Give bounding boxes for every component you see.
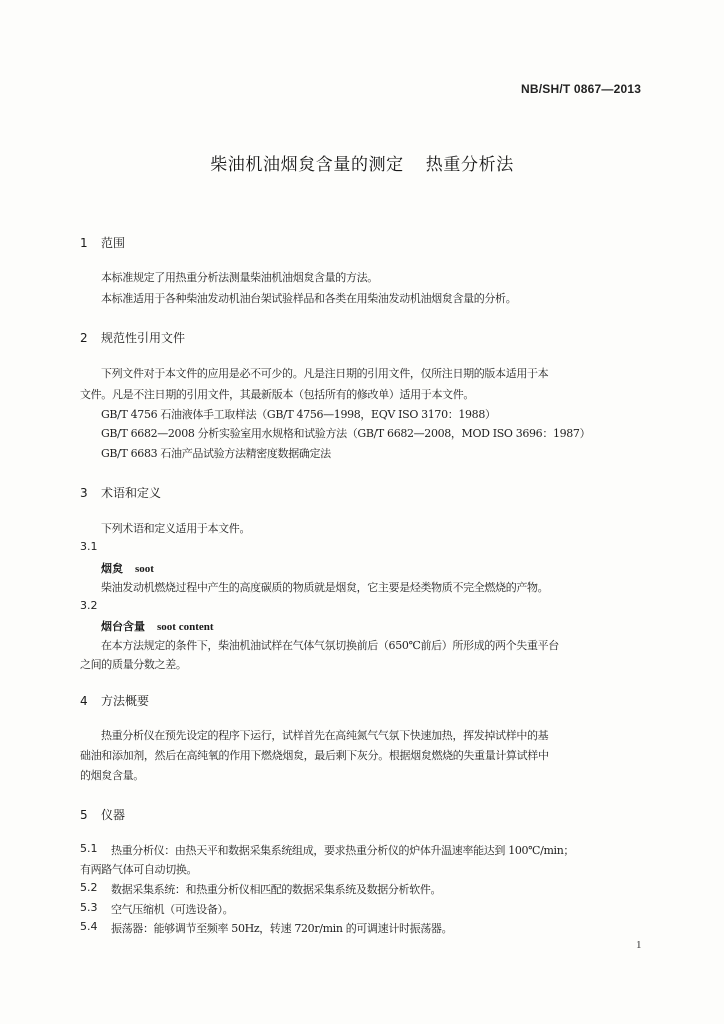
item-thermogravimetric-analyzer-line-2: 有两路气体可自动切换。 (80, 863, 198, 876)
section-number: 2 (80, 331, 88, 345)
item-air-compressor: 空气压缩机（可选设备）。 (111, 903, 234, 916)
section-number: 1 (80, 236, 88, 250)
reference-gbt-6682: GB/T 6682—2008 分析实验室用水规格和试验方法（GB/T 6682—2008，MOD ISO 3696：1987） (101, 427, 591, 440)
term-soot-content (101, 618, 214, 634)
term-zh: 烟炱 (101, 562, 123, 575)
references-intro-line-1: 下列文件对于本文件的应用是必不可少的。凡是注日期的引用文件，仅所注日期的版本适用于本 (101, 367, 549, 380)
terms-intro: 下列术语和定义适用于本文件。 (101, 522, 251, 535)
section-number: 4 (80, 694, 88, 708)
section-3-heading (80, 484, 161, 501)
scope-paragraph-1: 本标准规定了用热重分析法测量柴油机油烟炱含量的方法。 (101, 271, 378, 284)
title-method: 热重分析法 (425, 155, 514, 175)
page-number: 1 (636, 939, 642, 951)
item-data-acquisition-system: 数据采集系统：和热重分析仪相匹配的数据采集系统及数据分析软件。 (111, 883, 442, 896)
reference-gbt-4756: GB/T 4756 石油液体手工取样法（GB/T 4756—1998，EQV ISO 3170：1988） (101, 408, 496, 421)
section-1-heading (80, 234, 125, 251)
term-soot-definition: 柴油发动机燃烧过程中产生的高度碳质的物质就是烟炱，它主要是烃类物质不完全燃烧的产物。 (101, 581, 549, 594)
section-title: 仪器 (101, 808, 126, 822)
term-en: soot content (157, 621, 214, 633)
section-title: 范围 (101, 236, 126, 250)
term-soot-content-definition-line-1: 在本方法规定的条件下，柴油机油试样在气体气氛切换前后（650℃前后）所形成的两个失重平台 (101, 639, 559, 652)
item-thermogravimetric-analyzer: 热重分析仪：由热天平和数据采集系统组成，要求热重分析仪的炉体升温速率能达到 100℃/min； (111, 844, 575, 857)
scope-paragraph-2: 本标准适用于各种柴油发动机油台架试验样品和各类在用柴油发动机油烟炱含量的分析。 (101, 292, 517, 305)
section-title: 术语和定义 (101, 486, 162, 500)
section-number: 5 (80, 808, 88, 822)
term-en: soot (135, 563, 154, 575)
section-2-heading (80, 329, 185, 346)
term-zh: 烟台含量 (101, 620, 145, 633)
method-summary-line-3: 的烟炱含量。 (80, 769, 144, 782)
title-main: 柴油机油烟炱含量的测定 (210, 155, 404, 175)
item-number-5-4: 5.4 (80, 920, 98, 933)
section-title: 规范性引用文件 (101, 331, 186, 345)
section-5-heading (80, 806, 125, 823)
method-summary-line-1: 热重分析仪在预先设定的程序下运行，试样首先在高纯氮气气氛下快速加热，挥发掉试样中的基 (101, 729, 549, 742)
term-soot-content-definition-line-2: 之间的质量分数之差。 (80, 658, 187, 671)
section-title: 方法概要 (101, 694, 150, 708)
item-number-5-1: 5.1 (80, 842, 98, 855)
section-4-heading (80, 692, 149, 709)
item-oscillator: 振荡器：能够调节至频率 50Hz，转速 720r/min 的可调速计时振荡器。 (111, 922, 453, 935)
references-intro-line-2: 文件。凡是不注日期的引用文件，其最新版本（包括所有的修改单）适用于本文件。 (80, 388, 475, 401)
term-soot (101, 560, 154, 576)
item-number-5-3: 5.3 (80, 901, 98, 914)
term-number-3-2: 3.2 (80, 599, 98, 612)
method-summary-line-2: 础油和添加剂，然后在高纯氧的作用下燃烧烟炱，最后剩下灰分。根据烟炱燃烧的失重量计算试样中 (80, 749, 549, 762)
section-number: 3 (80, 486, 88, 500)
document-title (0, 150, 724, 175)
standard-number: NB/SH/T 0867—2013 (521, 82, 642, 96)
term-number-3-1: 3.1 (80, 540, 98, 553)
item-number-5-2: 5.2 (80, 881, 98, 894)
reference-gbt-6683: GB/T 6683 石油产品试验方法精密度数据确定法 (101, 447, 331, 460)
